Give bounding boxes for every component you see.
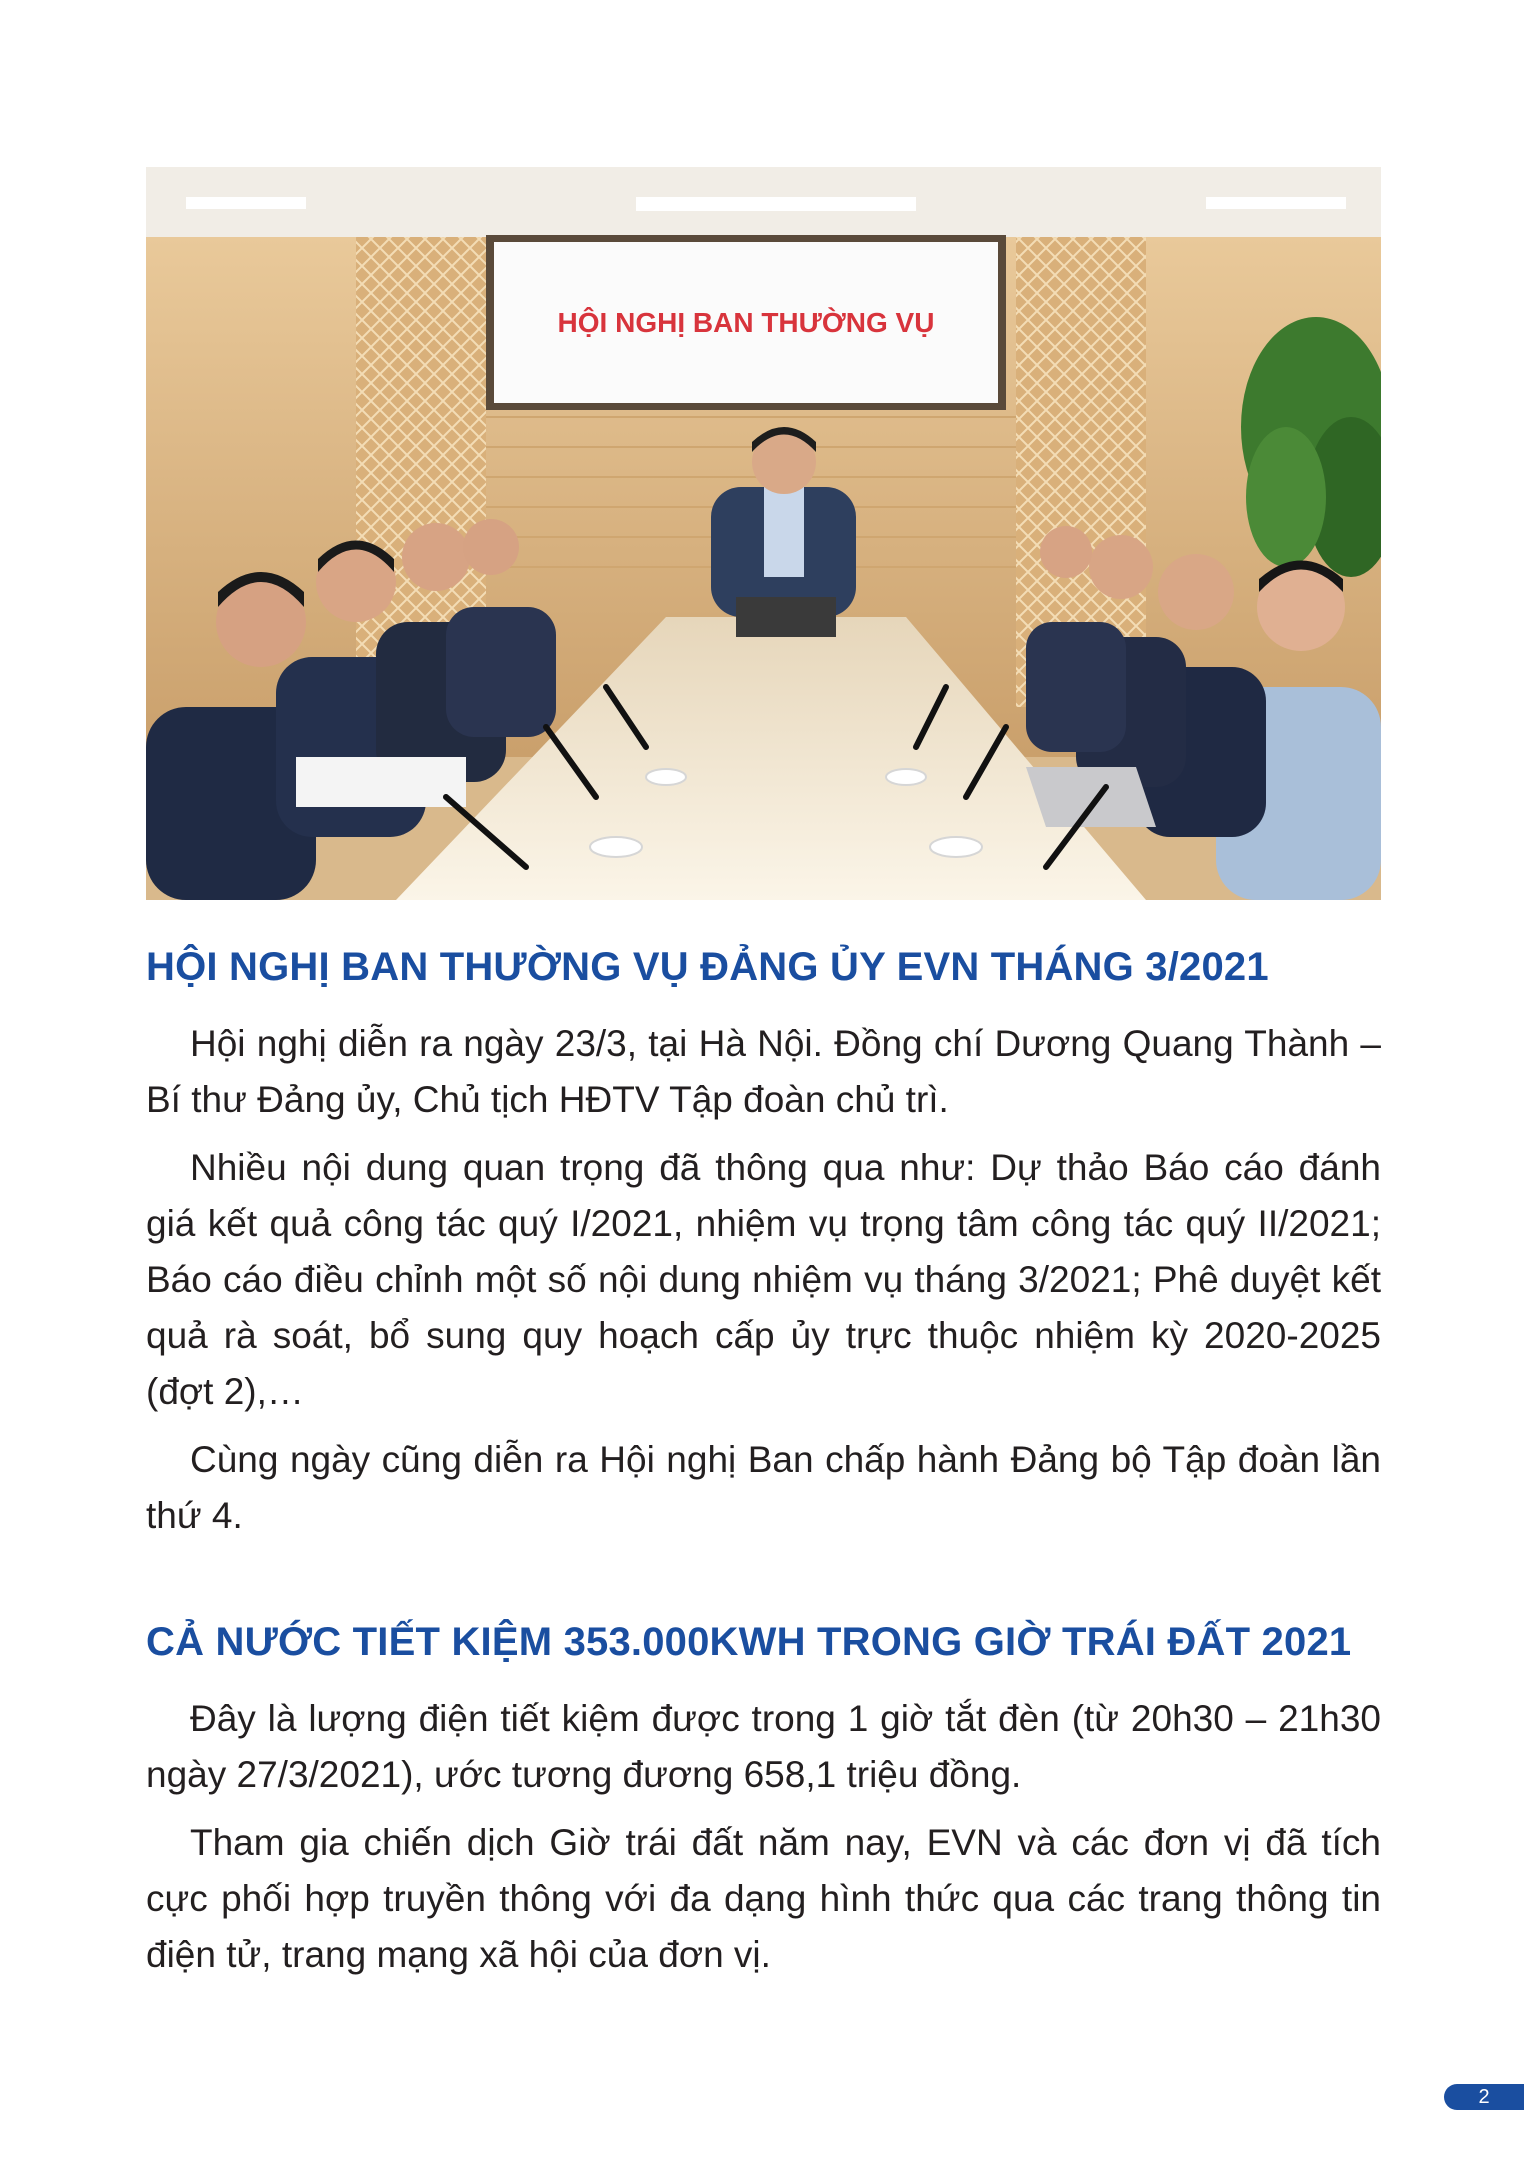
page-number: 2: [1444, 2084, 1524, 2110]
ceiling-light: [636, 197, 916, 211]
article-paragraph: Nhiều nội dung quan trọng đã thông qua như: Dự thảo Báo cáo đánh giá kết quả công tác quý I/2021, nhiệm vụ trọng tâm công tác quý II/2021; Báo cáo điều chỉnh một số nội dung nhiệm vụ tháng 3/2021; Phê duyệt kết quả rà soát, bổ sung quy hoạch cấp ủy trực thuộc nhiệm kỳ 2020-2025 (đợt 2),…: [146, 1147, 1381, 1412]
ceiling-light: [1206, 197, 1346, 209]
article-heading: CẢ NƯỚC TIẾT KIỆM 353.000KWH TRONG GIỜ TRÁI ĐẤT 2021: [146, 1620, 1352, 1664]
article-paragraph: Hội nghị diễn ra ngày 23/3, tại Hà Nội. Đồng chí Dương Quang Thành – Bí thư Đảng ủy, Chủ tịch HĐTV Tập đoàn chủ trì.: [146, 1023, 1381, 1120]
article-paragraph: Cùng ngày cũng diễn ra Hội nghị Ban chấp hành Đảng bộ Tập đoàn lần thứ 4.: [146, 1439, 1381, 1536]
meeting-room-illustration: [146, 167, 1381, 900]
article-heading: HỘI NGHỊ BAN THƯỜNG VỤ ĐẢNG ỦY EVN THÁNG 3/2021: [146, 945, 1269, 989]
article-paragraph: Tham gia chiến dịch Giờ trái đất năm nay, EVN và các đơn vị đã tích cực phối hợp truyền thông với đa dạng hình thức qua các trang thông tin điện tử, trang mạng xã hội của đơn vị.: [146, 1822, 1381, 1975]
article-paragraph: Đây là lượng điện tiết kiệm được trong 1 giờ tắt đèn (từ 20h30 – 21h30 ngày 27/3/2021), ước tương đương 658,1 triệu đồng.: [146, 1698, 1381, 1795]
meeting-photo: [146, 167, 1381, 900]
monitor: [736, 597, 836, 637]
plant: [1241, 317, 1381, 577]
ceiling-light: [186, 197, 306, 209]
screen-banner-text: HỘI NGHỊ BAN THƯỜNG VỤ: [557, 307, 935, 338]
